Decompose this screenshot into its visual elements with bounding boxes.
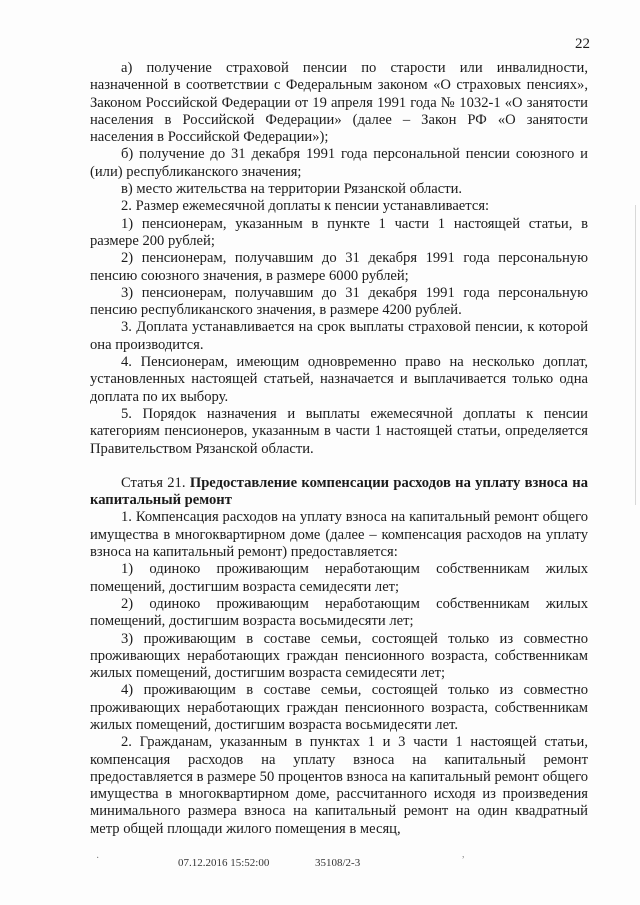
paragraph: б) получение до 31 декабря 1991 года персональной пенсии союзного и (или) республиканского значения;: [90, 146, 588, 180]
paragraph: 3) проживающим в составе семьи, состоящей только из совместно проживающих неработающих граждан пенсионного возраста, собственникам жилых помещений, достигшим возраста семидесяти лет;: [90, 630, 588, 682]
article-title: Предоставление компенсации расходов на уплату взноса на капитальный ремонт: [90, 474, 589, 509]
paragraph: 2. Гражданам, указанным в пунктах 1 и 3 части 1 настоящей статьи, компенсация расходов на уплату взноса на капитальный ремонт предоставляется в размере 50 процентов взноса на капитальный ремонт общего имущества в многоквартирном доме, рассчитанного исходя из произведения минимального размера взноса на капитальный ремонт на один квадратный метр общей площади жилого помещения в месяц,: [90, 734, 588, 837]
paragraph: 4. Пенсионерам, имеющим одновременно право на несколько доплат, установленных настоящей статьей, назначается и выплачивается только одна доплата по их выбору.: [90, 354, 588, 405]
paragraph: 3) пенсионерам, получавшим до 31 декабря 1991 года персональную пенсию республиканского значения, в размере 4200 рублей.: [90, 284, 588, 319]
paragraph: 2. Размер ежемесячной доплаты к пенсии устанавливается:: [121, 198, 490, 215]
paragraph: а) получение страховой пенсии по старости или инвалидности, назначенной в соответствии с Федеральным законом «О страховых пенсиях», Законом Российской Федерации от 19 апреля 1991 года № 1032-1 «О занятости населения в Российской Федерации» (далее – Закон РФ «О занятости населения в Российской Федерации»);: [90, 60, 588, 146]
article-heading: [90, 475, 588, 510]
footer-document-code: 35108/2-3: [315, 857, 361, 869]
document-body: [90, 60, 588, 838]
paragraph: в) место жительства на территории Рязанской области.: [121, 181, 463, 198]
footer-mark: ·: [96, 853, 100, 864]
page-number: 22: [575, 36, 590, 52]
paragraph: 1) одиноко проживающим неработающим собственникам жилых помещений, достигшим возраста семидесяти лет;: [90, 561, 588, 595]
scan-edge-line: [635, 205, 636, 505]
paragraph: 4) проживающим в составе семьи, состоящей только из совместно проживающих неработающих граждан пенсионного возраста, собственникам жилых помещений, достигшим возраста восьмидесяти лет.: [90, 682, 588, 733]
paragraph: 2) пенсионерам, получавшим до 31 декабря 1991 года персональную пенсию союзного значения, в размере 6000 рублей;: [90, 250, 588, 284]
paragraph: 1. Компенсация расходов на уплату взноса на капитальный ремонт общего имущества в многоквартирном доме (далее – компенсация расходов на уплату взноса на капитальный ремонт) предоставляется:: [90, 509, 588, 561]
article-number: Статья 21.: [121, 474, 186, 491]
paragraph: 5. Порядок назначения и выплаты ежемесячной доплаты к пенсии категориям пенсионеров, указанным в части 1 настоящей статьи, определяется Правительством Рязанской области.: [90, 405, 588, 457]
paragraph: 2) одиноко проживающим неработающим собственникам жилых помещений, достигшим возраста восьмидесяти лет;: [90, 595, 588, 630]
paragraph: 3. Доплата устанавливается на срок выплаты страховой пенсии, к которой она производится.: [90, 319, 588, 353]
footer-mark: ,: [462, 849, 465, 860]
paragraph: 1) пенсионерам, указанным в пункте 1 части 1 настоящей статьи, в размере 200 рублей;: [90, 215, 588, 249]
footer-timestamp: 07.12.2016 15:52:00: [178, 857, 270, 869]
